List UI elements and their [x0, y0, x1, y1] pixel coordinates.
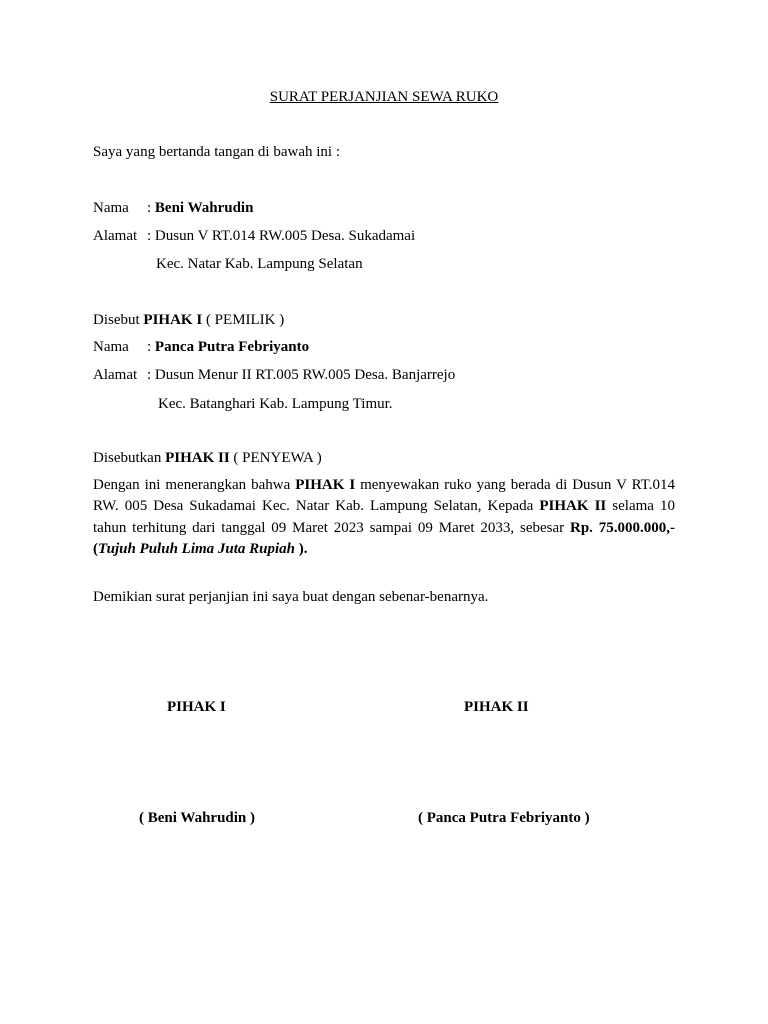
paragraph-text-1: Dengan ini menerangkan bahwa — [93, 477, 296, 493]
party1-designation-prefix: Disebut — [93, 312, 140, 328]
party1-designation — [93, 311, 284, 329]
party1-address-label: Alamat — [93, 228, 138, 244]
party2-designation-role: ( PENYEWA ) — [233, 450, 322, 466]
paragraph-bold-pihak1: PIHAK I — [295, 477, 356, 493]
paragraph-amount-close: ). — [295, 540, 308, 557]
party2-address-label: Alamat — [93, 367, 138, 383]
party1-designation-name: PIHAK I — [143, 312, 203, 328]
party1-address-line1: Dusun V RT.014 RW.005 Desa. Sukadamai — [154, 228, 416, 244]
party2-name-value: Panca Putra Febriyanto — [154, 339, 310, 355]
signature-name-right: ( Panca Putra Febriyanto ) — [418, 810, 590, 826]
paragraph-amount-words: Tujuh Puluh Lima Juta Rupiah — [98, 540, 296, 557]
party1-name-label: Nama — [93, 200, 129, 216]
party1-name-row: Nama : Beni Wahrudin — [93, 200, 254, 216]
party2-designation-name: PIHAK II — [165, 450, 230, 466]
intro-text: Saya yang bertanda tangan di bawah ini : — [93, 144, 341, 160]
party2-name-row: Nama : Panca Putra Febriyanto — [93, 339, 310, 355]
signature-heading-right: PIHAK II — [464, 699, 529, 715]
agreement-paragraph — [93, 475, 675, 560]
party2-designation-prefix: Disebutkan — [93, 450, 162, 466]
party2-address-row: Alamat : Dusun Menur II RT.005 RW.005 Desa. Banjarrejo — [93, 367, 456, 383]
paragraph-text-3: selama 10 tahun terhitung dari tanggal 09 Maret 2023 sampai 09 Maret 2033, sebesar — [93, 498, 675, 536]
document-title: SURAT PERJANJIAN SEWA RUKO — [269, 89, 499, 105]
party2-name-label: Nama — [93, 339, 129, 355]
party2-designation — [93, 449, 322, 467]
party2-address-line1: Dusun Menur II RT.005 RW.005 Desa. Banjarrejo — [154, 367, 456, 383]
party2-address-line2: Kec. Batanghari Kab. Lampung Timur. — [158, 396, 393, 412]
party1-address-row: Alamat : Dusun V RT.014 RW.005 Desa. Sukadamai — [93, 228, 416, 244]
party1-designation-role: ( PEMILIK ) — [205, 312, 285, 328]
paragraph-text-2: menyewakan ruko yang berada di Dusun V RT.014 RW. 005 Desa Sukadamai Kec. Natar Kab. Lampung Selatan, Kepada — [93, 477, 675, 515]
paragraph-bold-pihak2: PIHAK II — [539, 498, 607, 515]
signature-heading-left: PIHAK I — [167, 699, 226, 715]
party1-address-line2: Kec. Natar Kab. Lampung Selatan — [156, 256, 363, 272]
closing-text: Demikian surat perjanjian ini saya buat dengan sebenar-benarnya. — [93, 589, 489, 605]
paragraph-amount: Rp. 75.000.000,- ( — [93, 519, 676, 557]
signature-name-left: ( Beni Wahrudin ) — [139, 810, 256, 826]
party1-name-value: Beni Wahrudin — [154, 200, 254, 216]
